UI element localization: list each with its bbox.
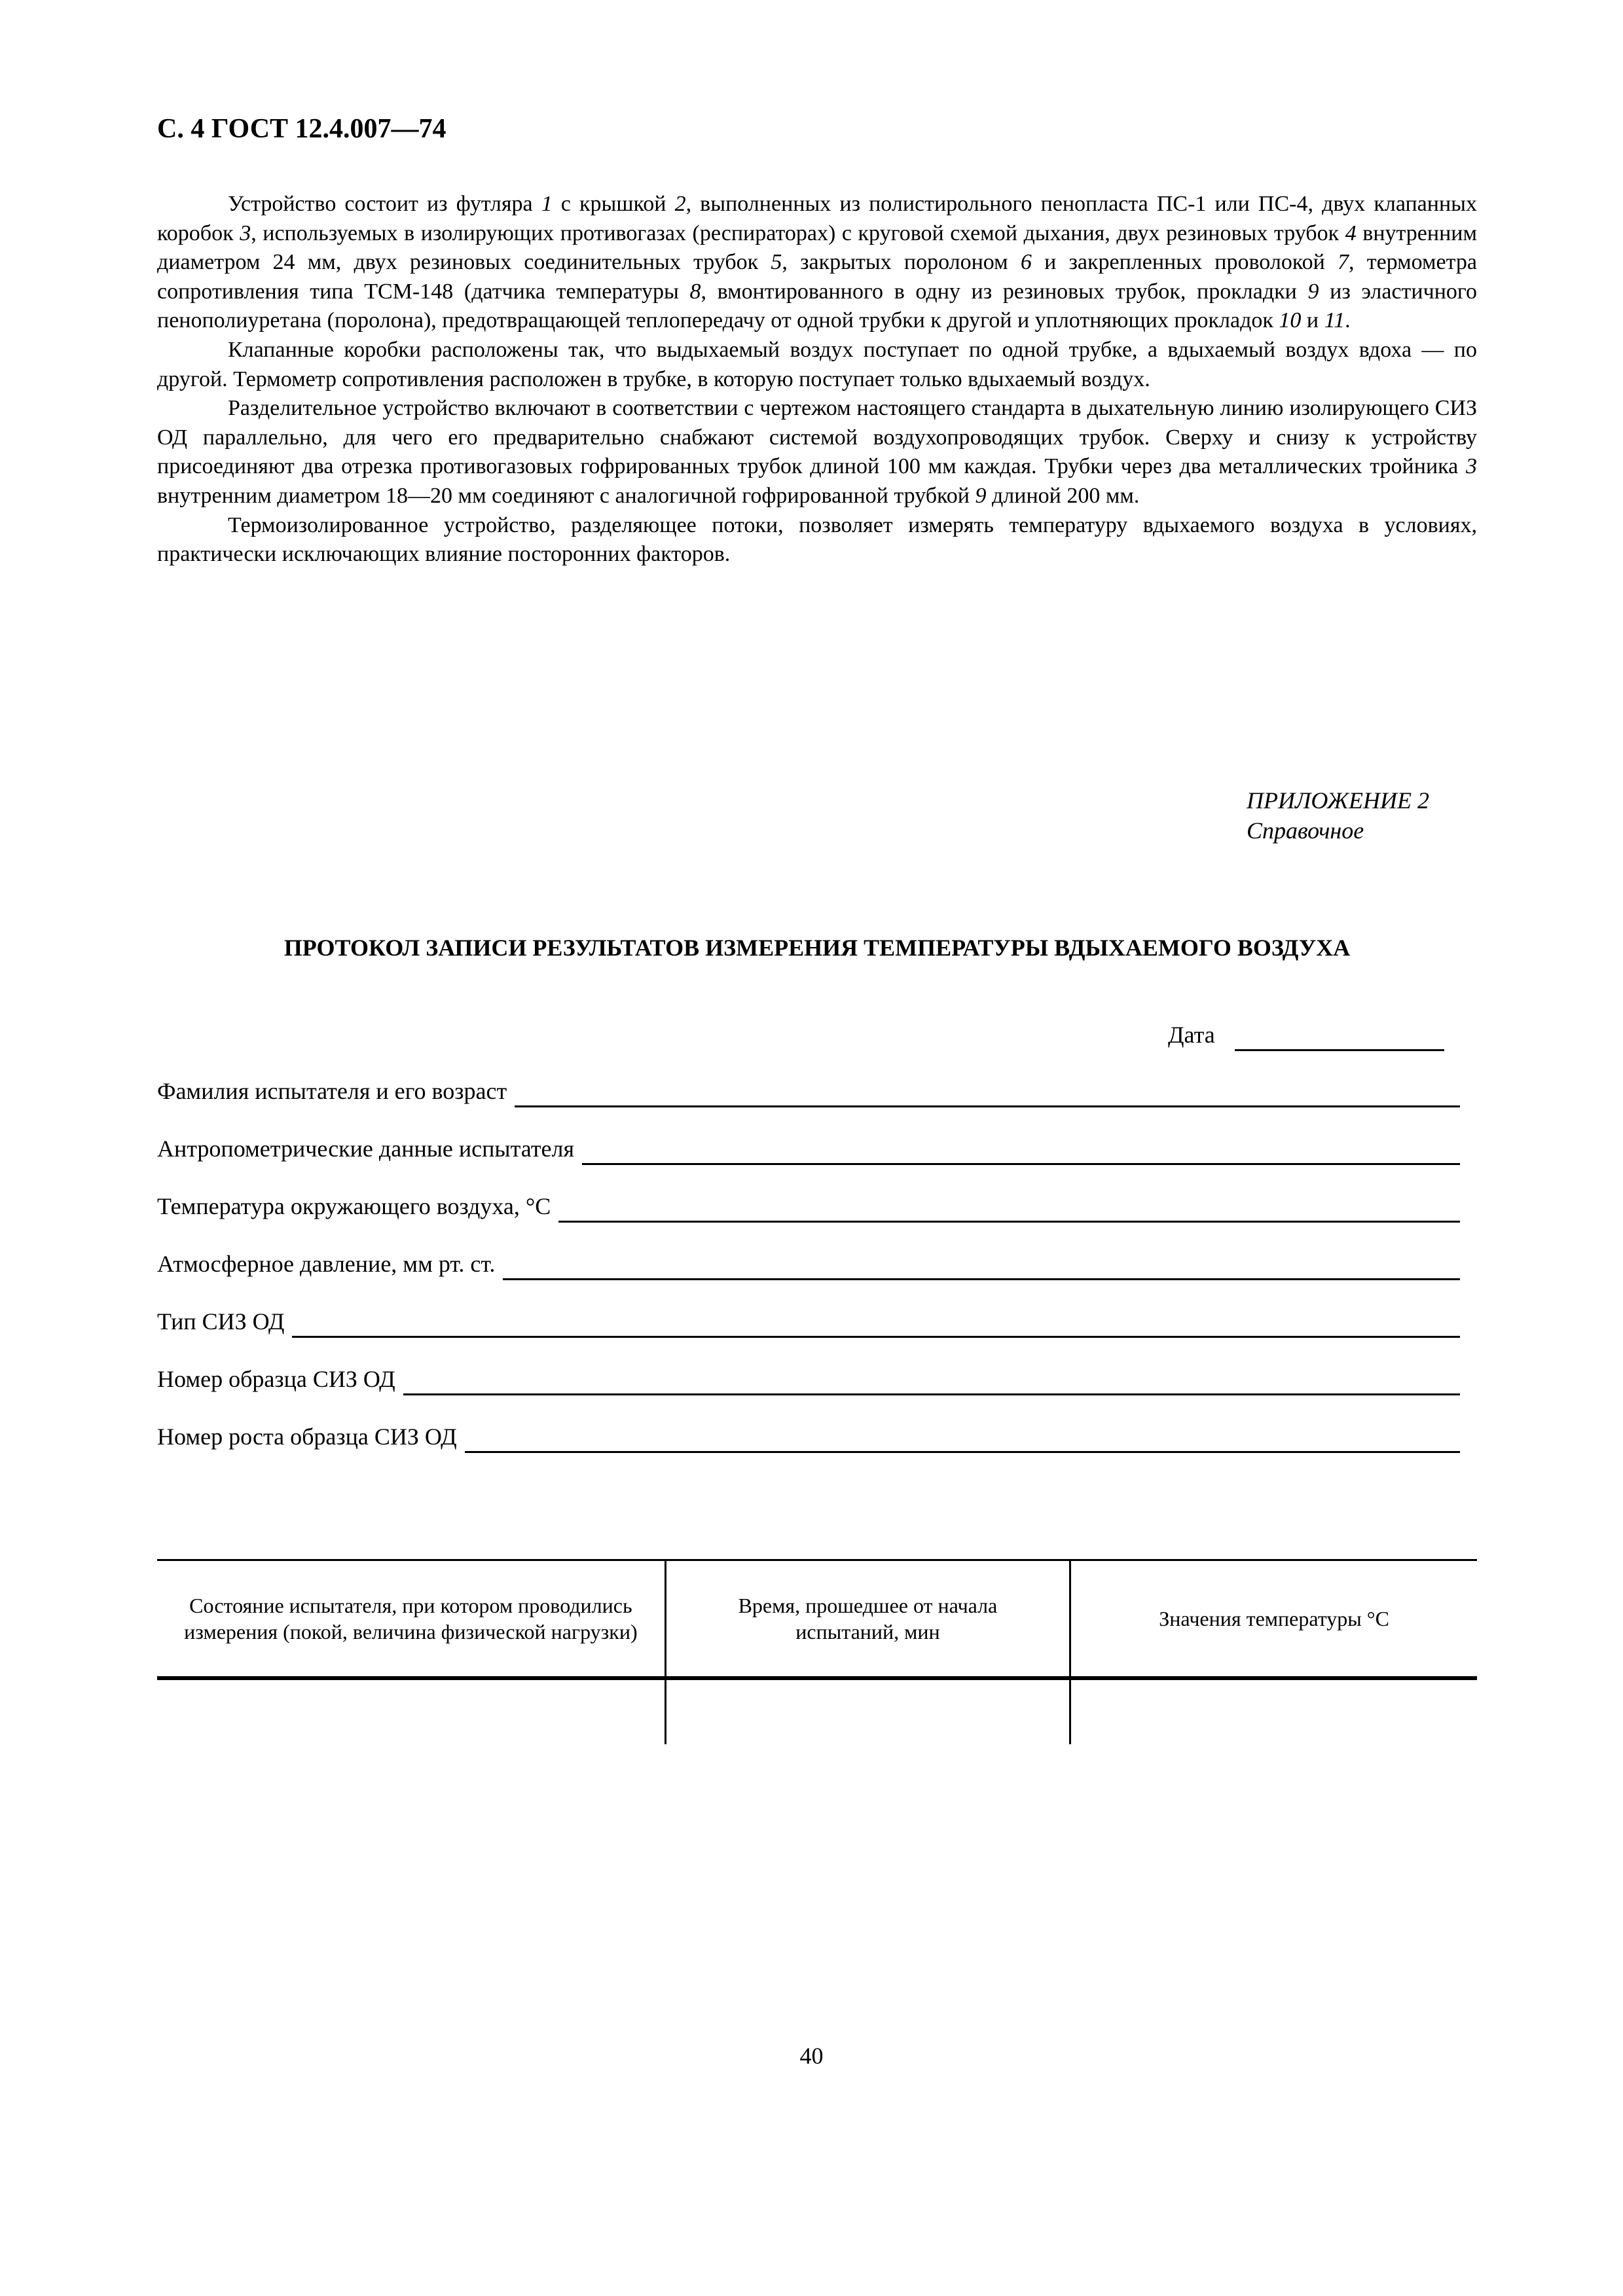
- form-field: [157, 1363, 1460, 1395]
- text-run: длиной 200 мм.: [986, 483, 1140, 508]
- part-number: 10: [1279, 308, 1302, 333]
- table-header-row: [157, 1560, 1477, 1679]
- part-number: 9: [975, 483, 987, 508]
- field-fill-line[interactable]: [515, 1083, 1460, 1107]
- text-run: , используемых в изолирующих противогазах (респираторах) с круговой схемой дыхания, двух резиновых трубок: [251, 221, 1345, 245]
- part-number: 7: [1338, 250, 1349, 275]
- field-fill-line[interactable]: [403, 1371, 1460, 1395]
- table-row: [157, 1678, 1477, 1744]
- text-run: , закрытых поролоном: [782, 250, 1021, 275]
- column-header-temperature: Значения температуры °С: [1070, 1560, 1477, 1679]
- body-text: [157, 190, 1477, 569]
- form-field: [157, 1420, 1460, 1453]
- form-field: [157, 1305, 1460, 1338]
- part-number: 11: [1324, 308, 1345, 333]
- text-run: , вмонтированного в одну из резиновых трубок, прокладки: [701, 279, 1308, 304]
- field-fill-line[interactable]: [292, 1314, 1460, 1338]
- appendix-label: [1247, 785, 1429, 846]
- column-header-state: Состояние испытателя, при котором проводились измерения (покой, величина физической нагрузки): [157, 1560, 665, 1679]
- paragraph-connection: [157, 394, 1477, 511]
- form-field: [157, 1075, 1460, 1107]
- text-run: внутренним диаметром 24 мм, двух резиновых соединительных трубок: [157, 221, 1477, 275]
- text-run: и закрепленных проволокой: [1031, 250, 1338, 275]
- measurement-table: [157, 1559, 1477, 1744]
- date-label: Дата: [1168, 1022, 1215, 1048]
- date-fill-line[interactable]: [1235, 1027, 1444, 1051]
- table-cell[interactable]: [157, 1678, 665, 1744]
- form-field: [157, 1132, 1460, 1165]
- part-number: 4: [1345, 221, 1357, 245]
- paragraph-valve-boxes: Клапанные коробки расположены так, что выдыхаемый воздух поступает по одной трубке, а вдыхаемый воздух вдоха — по другой. Термометр сопротивления расположен в трубке, в которую поступает только вдыхаемый воздух.: [157, 337, 1477, 391]
- text-run: внутренним диаметром 18—20 мм соединяют с аналогичной гофрированной трубкой: [157, 483, 976, 508]
- part-number: 6: [1020, 250, 1032, 275]
- text-run: из эластичного пенополиуретана (поролона), предотвращающей теплопередачу от одной трубки к другой и уплотняющих прокладок: [157, 279, 1477, 333]
- part-number: 1: [541, 192, 553, 216]
- part-number: 5: [771, 250, 782, 275]
- part-number: 3: [1466, 454, 1477, 479]
- part-number: 8: [689, 279, 701, 304]
- form-field: [157, 1190, 1460, 1223]
- appendix-note: Справочное: [1247, 817, 1364, 844]
- field-fill-line[interactable]: [465, 1429, 1460, 1453]
- field-label: Температура окружающего воздуха, °С: [157, 1193, 551, 1219]
- field-label: Атмосферное давление, мм рт. ст.: [157, 1251, 496, 1277]
- protocol-title: ПРОТОКОЛ ЗАПИСИ РЕЗУЛЬТАТОВ ИЗМЕРЕНИЯ ТЕМПЕРАТУРЫ ВДЫХАЕМОГО ВОЗДУХА: [283, 935, 1351, 961]
- appendix-title: ПРИЛОЖЕНИЕ 2: [1247, 787, 1429, 814]
- page-number: 40: [799, 2043, 824, 2069]
- text-run: и: [1301, 308, 1324, 333]
- text-run: , термометра сопротивления типа ТСМ-148 (датчика температуры: [157, 250, 1478, 304]
- table-cell[interactable]: [665, 1678, 1070, 1744]
- field-label: Тип СИЗ ОД: [157, 1308, 285, 1335]
- field-label: Номер роста образца СИЗ ОД: [157, 1424, 457, 1450]
- part-number: 2: [674, 192, 686, 216]
- field-fill-line[interactable]: [582, 1141, 1460, 1165]
- column-header-time: Время, прошедшее от начала испытаний, мин: [665, 1560, 1070, 1679]
- part-number: 9: [1307, 279, 1319, 304]
- form-field: [157, 1247, 1460, 1280]
- page-header: С. 4 ГОСТ 12.4.007—74: [157, 114, 447, 144]
- field-fill-line[interactable]: [503, 1256, 1460, 1280]
- table-cell[interactable]: [1070, 1678, 1477, 1744]
- part-number: 3: [240, 221, 251, 245]
- date-field: [1168, 1018, 1444, 1051]
- text-run: Устройство состоит из футляра: [228, 192, 541, 216]
- field-label: Фамилия испытателя и его возраст: [157, 1078, 507, 1104]
- field-fill-line[interactable]: [558, 1198, 1460, 1223]
- text-run: Разделительное устройство включают в соответствии с чертежом настоящего стандарта в дыхательную линию изолирующего СИЗ ОД параллельно, для чего его предварительно снабжают системой воздухопроводящих трубок. Сверху и снизу к устройству присоединяют два отрезка противогазовых гофрированных трубок длиной 100 мм каждая. Трубки через два металлических тройника: [157, 396, 1477, 479]
- text-run: , выполненных из полистирольного пенопласта ПС-1 или ПС-4, двух клапанных коробок: [157, 192, 1478, 245]
- field-label: Антропометрические данные испытателя: [157, 1136, 575, 1162]
- paragraph-conclusion: Термоизолированное устройство, разделяющее потоки, позволяет измерять температуру вдыхаемого воздуха в условиях, практически исключающих влияние посторонних факторов.: [157, 512, 1477, 567]
- field-label: Номер образца СИЗ ОД: [157, 1366, 395, 1392]
- paragraph-device-composition: [157, 190, 1477, 336]
- text-run: с крышкой: [552, 192, 675, 216]
- text-run: .: [1345, 308, 1351, 333]
